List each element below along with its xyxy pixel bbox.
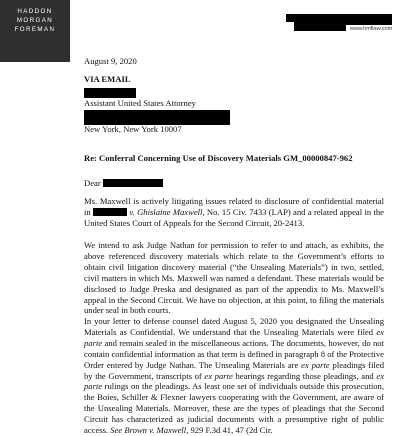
redacted-header-contact [294, 25, 346, 31]
paragraph-1 [84, 196, 384, 229]
p1-text-c: , No. 15 Civ. 7433 (LAP) and a related appeal in the United States Court of Appeals for the Second Circuit, 20-2413. [84, 206, 385, 228]
salutation-text: Dear [84, 178, 101, 188]
logo-line-2: MORGAN [16, 17, 54, 24]
redacted-recipient-name [84, 88, 136, 98]
logo-line-3: FOREMAN [14, 26, 56, 33]
p3-ex-parte-3: ex parte [204, 370, 233, 381]
paragraph-2: We intend to ask Judge Nathan for permission to refer to and attach, as exhibits, the above referenced discovery materials which relate to the Government’s efforts to obtain civil litigation discovery material (“the Unsealing Materials”) in two, settled, civil matters in which Ms. Maxwell was named a defendant. These materials would be disclosed to Judge Preska and designated as part of the appendix to Ms. Maxwell’s appeal in the Second Circuit. We have no objection, at this point, to filing the materials under seal in both courts. [84, 240, 384, 316]
p3-text-f: , 929 F.3d 41, 47 (2d Cir. [186, 425, 273, 436]
firm-website: www.hmflaw.com [350, 26, 393, 32]
delivery-method: VIA EMAIL [84, 74, 131, 84]
firm-logo [0, 0, 70, 62]
recipient-title: Assistant United States Attorney [84, 98, 196, 108]
paragraph-3 [84, 316, 384, 436]
p3-text-c: pleadings filed by the Government, transcripts of [84, 359, 385, 381]
recipient-city: New York, New York 10007 [84, 124, 182, 134]
p3-text-b: and remain sealed in the miscellaneous actions. The documents, however, do not contain confidential information as that term is defined in paragraph 8 of the Protective Order entered by Judge Nathan. The Unsealing Materials are [84, 337, 384, 370]
p3-ex-parte-1: ex parte [84, 326, 384, 348]
redacted-salutation-name [103, 179, 163, 187]
letter-date: August 9, 2020 [84, 56, 137, 66]
logo-line-1: HADDON [17, 8, 53, 15]
subject-line: Re: Conferral Concerning Use of Discovery Materials GM_00000847-962 [84, 153, 353, 163]
p3-citation: See Brown v. Maxwell [110, 425, 187, 436]
p3-ex-parte-4: ex parte [84, 370, 385, 392]
p3-text-e: rulings on the pleadings. As least one set of individuals outside this prosecution, the Boies, Schiller & Flexner lawyers cooperating with the Government, are aware of the Unsealing Materials. Moreover, these are the types of pleadings that the Second Circuit has characterized as judicial documents with a presumptive right of public access. [84, 381, 384, 436]
p3-text-a: In your letter to defense counsel dated August 5, 2020 you designated the Unsealing Materials as Confidential. We understand that the Unsealing Materials were filed [84, 316, 384, 337]
p3-text-d: hearings regarding those pleadings, and [235, 370, 374, 381]
p1-case-name: v. Ghislaine Maxwell [129, 206, 203, 217]
p3-ex-parte-2: ex parte [301, 359, 330, 370]
p1-text-a: Ms. Maxwell is actively litigating issues related to disclosure of confidential material in [84, 196, 384, 217]
redacted-case-party [93, 208, 127, 216]
salutation [84, 178, 163, 189]
